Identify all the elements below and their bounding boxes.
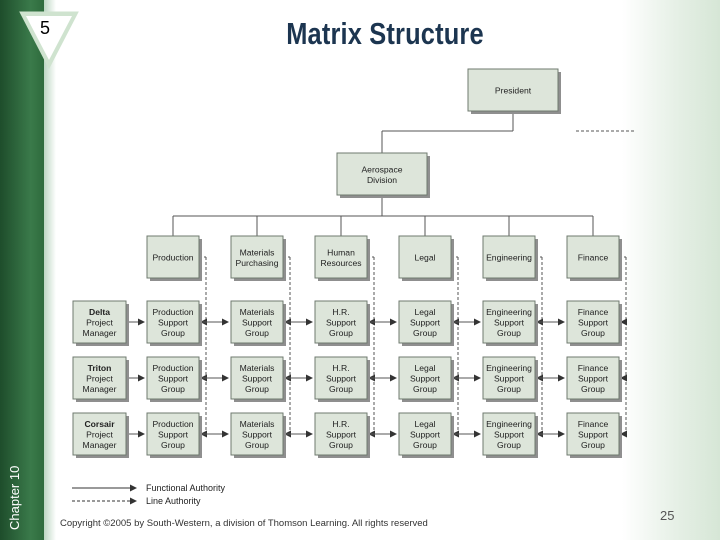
legend-line-label: Line Authority (146, 496, 201, 506)
support-group-box-r2-c5 (483, 357, 538, 402)
legend-functional-label: Functional Authority (146, 483, 226, 493)
support-group-box-r2-c5-label: Engineering Support Group (486, 363, 532, 394)
function-box-2-label: Materials Purchasing (235, 247, 279, 268)
function-box-1 (147, 236, 202, 281)
support-group-box-r2-c4 (399, 357, 454, 402)
function-box-5 (483, 236, 538, 281)
support-group-box-r3-c5-label: Engineering Support Group (486, 419, 532, 450)
support-group-box-r3-c5 (483, 413, 538, 458)
support-group-box-r3-c4 (399, 413, 454, 458)
support-group-box-r3-c2-label: Materials Support Group (239, 419, 275, 450)
support-group-box-r1-c2-label: Materials Support Group (239, 307, 275, 338)
support-group-box-r3-c3 (315, 413, 370, 458)
support-group-box-r1-c3 (315, 301, 370, 346)
support-group-box-r3-c1-label: Production Support Group (152, 419, 194, 450)
function-box-6 (567, 236, 622, 281)
project-manager-box-1 (73, 301, 129, 346)
copyright-text: Copyright ©2005 by South-Western, a division of Thomson Learning. All rights reserved (60, 518, 428, 529)
function-box-3-label: Human Resources (320, 247, 362, 268)
support-group-box-r1-c2 (231, 301, 286, 346)
support-group-box-r2-c4-label: Legal Support Group (409, 363, 441, 394)
support-group-box-r2-c2-label: Materials Support Group (239, 363, 275, 394)
support-group-box-r2-c1-label: Production Support Group (152, 363, 194, 394)
support-group-box-r1-c5 (483, 301, 538, 346)
support-group-box-r2-c1 (147, 357, 202, 402)
support-group-box-r3-c4-label: Legal Support Group (409, 419, 441, 450)
function-box-6-label: Finance (577, 252, 609, 263)
president-box-label: President (494, 85, 532, 96)
support-group-box-r2-c6 (567, 357, 622, 402)
support-group-box-r1-c1 (147, 301, 202, 346)
project-manager-box-3 (73, 413, 129, 458)
support-group-box-r1-c6-label: Finance Support Group (577, 307, 609, 338)
chapter-label: Chapter 10 (7, 465, 22, 530)
support-group-box-r3-c6-label: Finance Support Group (577, 419, 609, 450)
function-box-3 (315, 236, 370, 281)
support-group-box-r1-c4 (399, 301, 454, 346)
support-group-box-r2-c3-label: H.R. Support Group (325, 363, 357, 394)
support-group-box-r2-c3 (315, 357, 370, 402)
function-box-4 (399, 236, 454, 281)
support-group-box-r3-c3-label: H.R. Support Group (325, 419, 357, 450)
function-box-4-label: Legal (414, 252, 436, 263)
support-group-box-r1-c4-label: Legal Support Group (409, 307, 441, 338)
page-number: 25 (660, 508, 675, 523)
slide-title: Matrix Structure (286, 16, 484, 51)
project-manager-box-1-label: Delta Project Manager (82, 307, 117, 338)
function-box-5-label: Engineering (486, 252, 532, 263)
support-group-box-r1-c3-label: H.R. Support Group (325, 307, 357, 338)
project-manager-box-2-label: Triton Project Manager (82, 363, 117, 394)
support-group-box-r2-c2 (231, 357, 286, 402)
project-manager-box-2 (73, 357, 129, 402)
president-box (468, 69, 561, 114)
support-group-box-r1-c1-label: Production Support Group (152, 307, 194, 338)
project-manager-box-3-label: Corsair Project Manager (82, 419, 117, 450)
chapter-number: 5 (40, 18, 51, 38)
support-group-box-r3-c6 (567, 413, 622, 458)
aerospace-division-box (337, 153, 430, 198)
support-group-box-r3-c1 (147, 413, 202, 458)
function-box-1-label: Production (152, 252, 194, 263)
function-box-2 (231, 236, 286, 281)
support-group-box-r1-c5-label: Engineering Support Group (486, 307, 532, 338)
aerospace-division-box-label: Aerospace Division (361, 164, 403, 185)
support-group-box-r3-c2 (231, 413, 286, 458)
support-group-box-r2-c6-label: Finance Support Group (577, 363, 609, 394)
support-group-box-r1-c6 (567, 301, 622, 346)
